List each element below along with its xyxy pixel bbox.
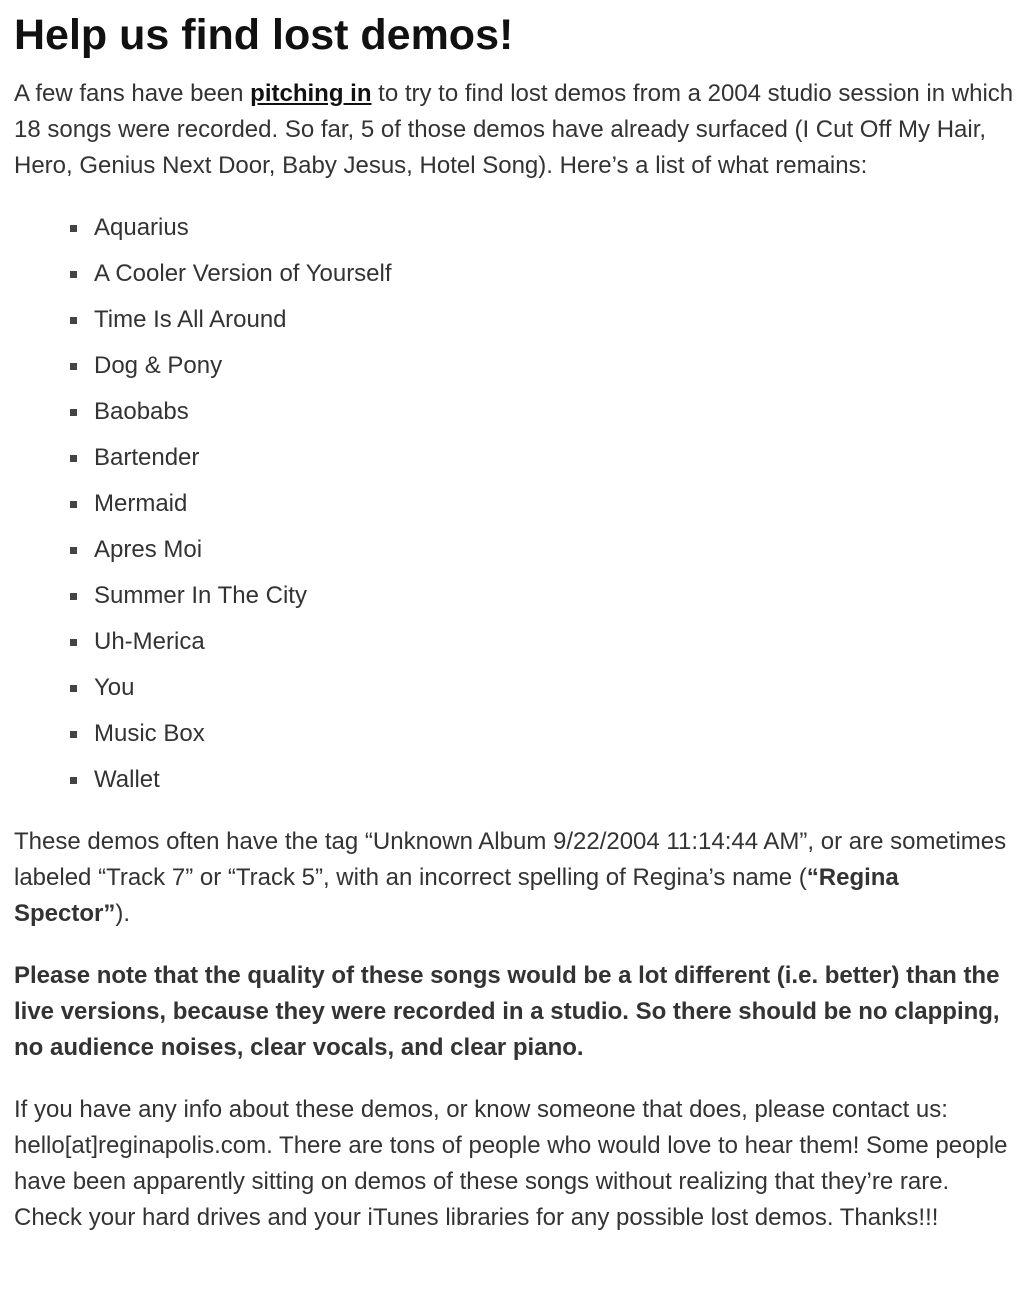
list-item [70,532,1014,568]
song-title: Uh-Merica [94,628,205,655]
list-item [70,256,1014,292]
song-title: Music Box [94,720,205,747]
square-bullet-icon [70,777,77,784]
list-item [70,670,1014,706]
list-item [70,302,1014,338]
tag-text-after-bold: ). [115,900,131,927]
list-item [70,578,1014,614]
song-title: Mermaid [94,490,188,517]
square-bullet-icon [70,639,77,646]
list-item [70,624,1014,660]
list-item [70,210,1014,246]
square-bullet-icon [70,547,77,554]
song-title: Summer In The City [94,582,307,609]
song-title: Time Is All Around [94,306,287,333]
list-item [70,440,1014,476]
quality-note: Please note that the quality of these songs would be a lot different (i.e. better) than the live versions, because they were recorded in a studio. So there should be no clapping, no audience noises, clear vocals, and clear piano. [14,962,1000,1061]
intro-text-after-link: to try to find lost demos from a 2004 studio session in which 18 songs were recorded. So far, 5 of those demos have already surfaced (I Cut Off My Hair, Hero, Genius Next Door, Baby Jesus, Hotel Song). Here’s a list of what remains: [14,80,1014,179]
tag-text-before-bold: These demos often have the tag “Unknown Album 9/22/2004 11:14:44 AM”, or are sometimes labeled “Track 7” or “Track 5”, with an incorrect spelling of Regina’s name ( [14,828,1007,891]
square-bullet-icon [70,593,77,600]
square-bullet-icon [70,317,77,324]
intro-paragraph [14,76,1014,184]
song-title: Baobabs [94,398,189,425]
remaining-songs-list [14,210,1014,798]
song-title: Apres Moi [94,536,203,563]
square-bullet-icon [70,501,77,508]
intro-text-before-link: A few fans have been [14,80,251,107]
song-title: Aquarius [94,214,189,241]
square-bullet-icon [70,225,77,232]
square-bullet-icon [70,363,77,370]
page-title: Help us find lost demos! [14,11,514,59]
song-title: A Cooler Version of Yourself [94,260,392,287]
misspelled-name: “Regina Spector” [14,864,899,927]
pitching-in-link[interactable]: pitching in [250,80,372,107]
list-item [70,762,1014,798]
square-bullet-icon [70,685,77,692]
contact-paragraph: If you have any info about these demos, or know someone that does, please contact us: hello[at]reginapolis.com. There are tons of people who would love to hear them! Some people have been apparently sitting on demos of these songs without realizing that they’re rare. Check your hard drives and your iTunes libraries for any possible lost demos. Thanks!!! [14,1096,1008,1231]
square-bullet-icon [70,409,77,416]
song-title: Bartender [94,444,200,471]
song-title: Dog & Pony [94,352,223,379]
square-bullet-icon [70,731,77,738]
list-item [70,394,1014,430]
list-item [70,486,1014,522]
square-bullet-icon [70,271,77,278]
article [0,8,1028,1236]
song-title: Wallet [94,766,160,793]
tag-paragraph [14,824,1014,932]
list-item [70,716,1014,752]
square-bullet-icon [70,455,77,462]
list-item [70,348,1014,384]
song-title: You [94,674,135,701]
